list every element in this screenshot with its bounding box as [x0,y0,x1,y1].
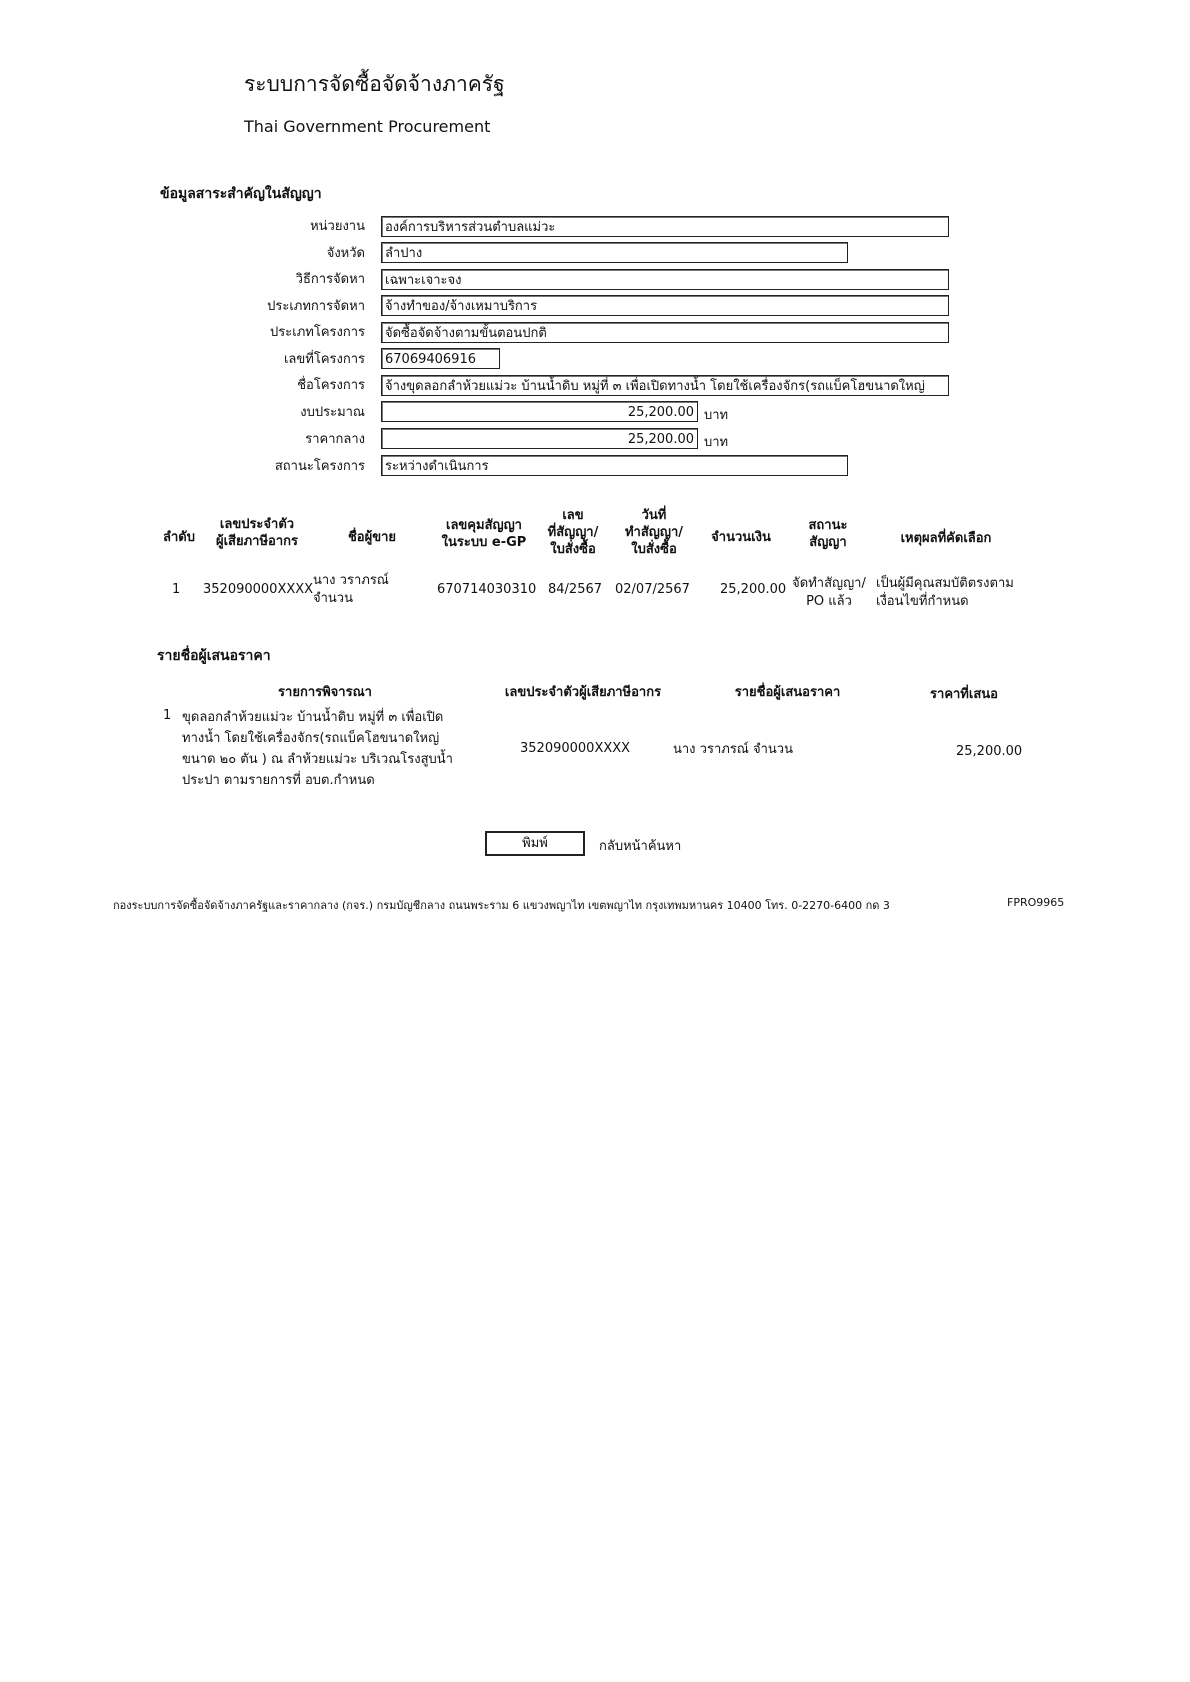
contract-row-date: 02/07/2567 [615,582,690,597]
contract-row-no: 1 [172,582,181,597]
field-label-province: จังหวัด [326,246,365,261]
col-header-no: ลำดับ [163,530,195,545]
field-method: เฉพาะเจาะจง [381,269,949,290]
field-budget: 25,200.00 [381,401,698,422]
bidders-header-tax-id: เลขประจำตัวผู้เสียภาษีอากร [504,685,662,700]
back-to-search-link[interactable]: กลับหน้าค้นหา [599,839,682,854]
bidder-row-price: 25,200.00 [956,744,1023,759]
col-header-contract-status: สถานะ สัญญา [808,518,848,550]
field-province: ลำปาง [381,242,848,263]
field-project-status: ระหว่างดำเนินการ [381,455,848,476]
field-label-procurement-type: ประเภทการจัดหา [267,299,365,314]
footer-address: กองระบบการจัดซื้อจัดจ้างภาครัฐและราคากลาง (กจร.) กรมบัญชีกลาง ถนนพระราม 6 แขวงพญาไท เขตพญาไท กรุงเทพมหานคร 10400 โทร. 0-2270-6400 กด 3 [113,899,890,912]
page-subtitle: Thai Government Procurement [244,117,491,136]
col-header-seller: ชื่อผู้ขาย [347,530,397,545]
print-button[interactable]: พิมพ์ [485,831,585,856]
field-project-name: จ้างขุดลอกลำห้วยแม่วะ บ้านน้ำดิบ หมู่ที่ ๓ เพื่อเปิดทางน้ำ โดยใช้เครื่องจักร(รถแบ็คโฮขนาดใหญ่ [381,375,949,396]
bidders-header-price: ราคาที่เสนอ [930,687,998,702]
col-header-tax-id: เลขประจำตัว ผู้เสียภาษีอากร [215,517,298,549]
field-budget-unit: บาท [704,408,729,423]
field-label-project-type: ประเภทโครงการ [270,325,365,340]
field-label-agency: หน่วยงาน [310,219,365,234]
field-label-project-name: ชื่อโครงการ [297,378,365,393]
field-label-budget: งบประมาณ [300,405,365,420]
col-header-contract-no: เลข ที่สัญญา/ ใบสั่งซื้อ [547,508,599,557]
bidders-header-item: รายการพิจารณา [278,685,372,700]
field-label-project-number: เลขที่โครงการ [283,352,365,367]
field-label-method: วิธีการจัดหา [295,272,365,287]
bidder-row-item: ขุดลอกลำห้วยแม่วะ บ้านน้ำดิบ หมู่ที่ ๓ เพื่อเปิด ทางน้ำ โดยใช้เครื่องจักร(รถแบ็คโฮขนาดใหญ่ ขนาด ๒๐ ตัน ) ณ ลำห้วยแม่วะ บริเวณโรงสูบน้ำ ประปา ตามรายการที่ อบต.กำหนด [182,710,453,788]
contract-row-tax-id: 352090000XXXX [203,582,314,597]
field-project-number: 67069406916 [381,348,500,369]
bidder-row-no: 1 [163,708,172,723]
field-median-price: 25,200.00 [381,428,698,449]
bidders-header-name: รายชื่อผู้เสนอราคา [734,685,841,700]
col-header-reason: เหตุผลที่คัดเลือก [900,531,992,546]
field-agency: องค์การบริหารส่วนตำบลแม่วะ [381,216,949,237]
col-header-control-no: เลขคุมสัญญา ในระบบ e-GP [441,518,527,550]
contract-row-seller: นาง วราภรณ์ จำนวน [313,573,389,606]
bidder-row-name: นาง วราภรณ์ จำนวน [673,742,793,757]
field-label-median-price: ราคากลาง [305,432,365,447]
contract-row-reason: เป็นผู้มีคุณสมบัติตรงตาม เงื่อนไขที่กำหนด [876,576,1014,609]
field-median-price-unit: บาท [704,435,729,450]
summary-section-title: ข้อมูลสาระสำคัญในสัญญา [160,186,322,202]
page-title: ระบบการจัดซื้อจัดจ้างภาครัฐ [244,72,505,96]
field-project-type: จัดซื้อจัดจ้างตามขั้นตอนปกติ [381,322,949,343]
bidders-section-title: รายชื่อผู้เสนอราคา [157,648,271,664]
col-header-contract-date: วันที่ ทำสัญญา/ ใบสั่งซื้อ [624,508,683,557]
contract-row-amount: 25,200.00 [720,582,787,597]
field-procurement-type: จ้างทำของ/จ้างเหมาบริการ [381,295,949,316]
bidder-row-tax-id: 352090000XXXX [520,741,631,756]
contract-row-status: จัดทำสัญญา/ PO แล้ว [792,576,866,609]
col-header-amount: จำนวนเงิน [711,530,771,545]
field-label-project-status: สถานะโครงการ [274,459,365,474]
footer-code: FPRO9965 [1007,896,1065,909]
contract-row-contract-no: 84/2567 [548,582,603,597]
contract-row-control-no: 670714030310 [437,582,537,597]
